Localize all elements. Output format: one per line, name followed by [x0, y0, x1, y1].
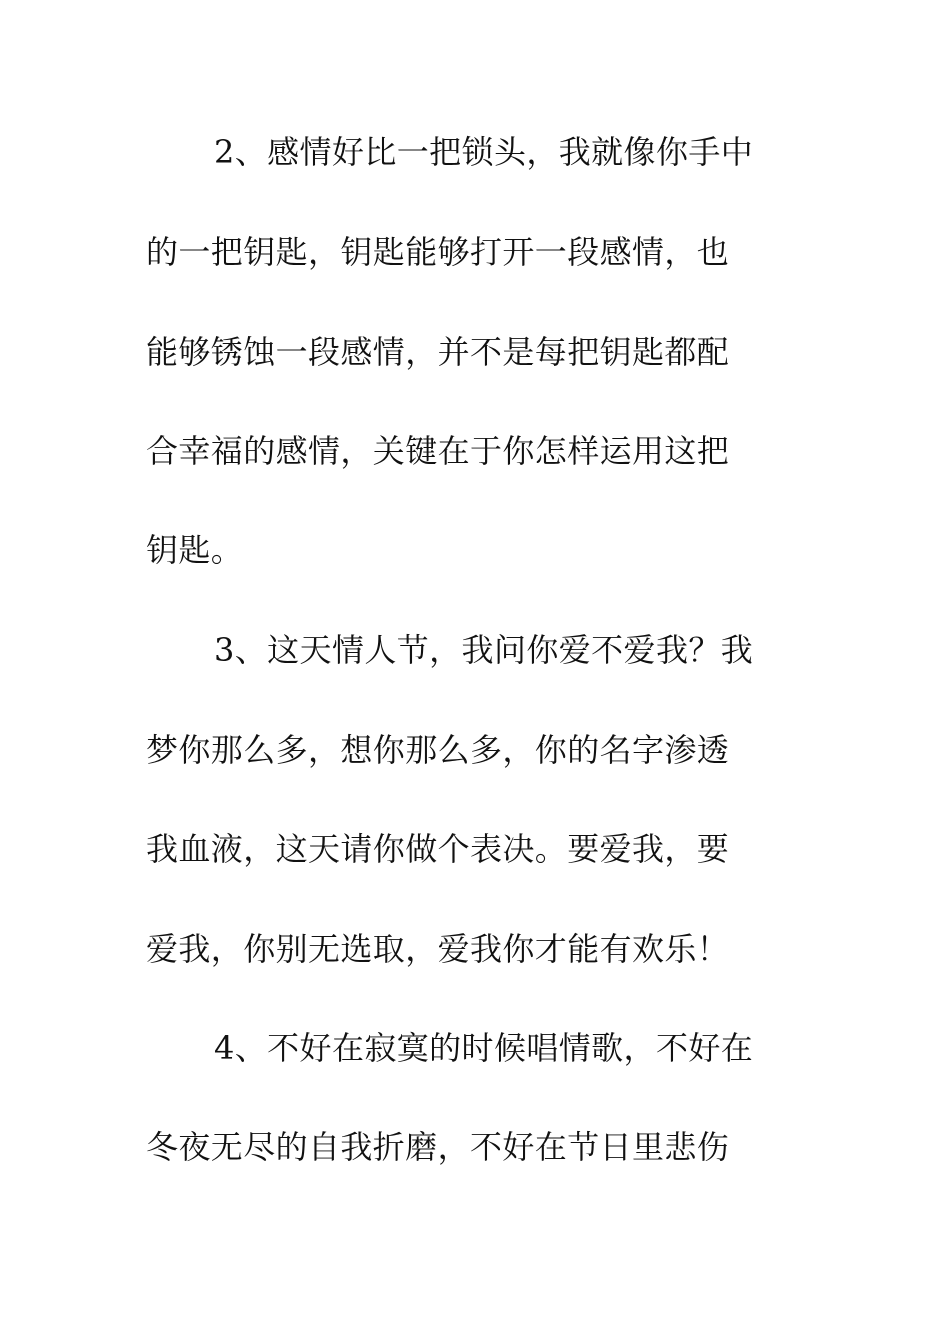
- paragraph-2-line-4: 合幸福的感情，关键在于你怎样运用这把: [146, 432, 730, 470]
- paragraph-3-line-1: 3、这天情人节，我问你爱不爱我？我: [214, 631, 754, 669]
- paragraph-2-line-2: 的一把钥匙，钥匙能够打开一段感情，也: [146, 233, 730, 271]
- paragraph-4-line-1: 4、不好在寂寞的时候唱情歌，不好在: [214, 1029, 754, 1067]
- paragraph-3-line-2: 梦你那么多，想你那么多，你的名字渗透: [146, 731, 730, 769]
- paragraph-2-line-5: 钥匙。: [146, 531, 244, 569]
- paragraph-3-line-4: 爱我，你别无选取，爱我你才能有欢乐！: [146, 930, 730, 968]
- paragraph-2-line-1: 2、感情好比一把锁头，我就像你手中: [214, 133, 754, 171]
- paragraph-2-line-3: 能够锈蚀一段感情，并不是每把钥匙都配: [146, 333, 730, 371]
- paragraph-3-line-3: 我血液，这天请你做个表决。要爱我，要: [146, 830, 730, 868]
- paragraph-4-line-2: 冬夜无尽的自我折磨，不好在节日里悲伤: [146, 1128, 730, 1166]
